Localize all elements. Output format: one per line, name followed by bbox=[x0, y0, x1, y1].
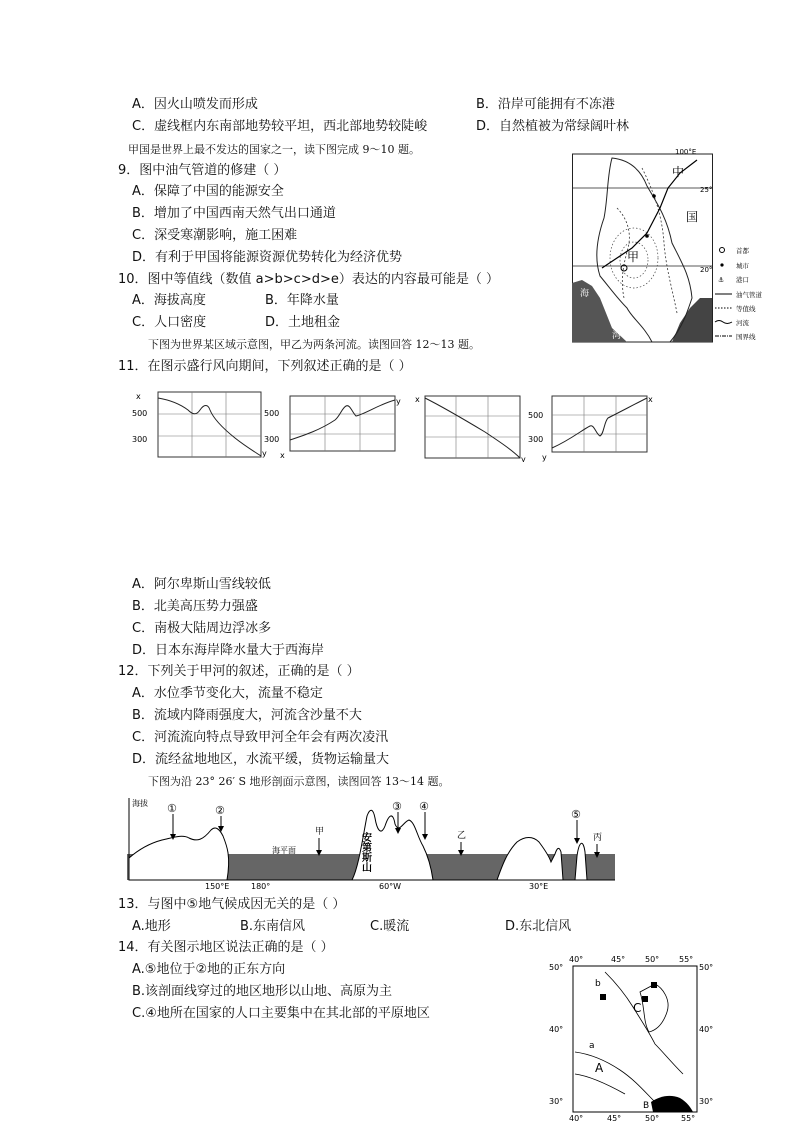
label-yi-river bbox=[457, 830, 466, 856]
lon-60w: 60°W bbox=[379, 882, 402, 891]
svg-text:油气管道: 油气管道 bbox=[736, 291, 762, 299]
svg-text:y: y bbox=[396, 397, 401, 406]
q14-stem: 14．有关图示地区说法正确的是（ ） bbox=[118, 940, 334, 955]
q13-stem: 13．与图中⑤地气候成因无关的是（ ） bbox=[118, 897, 346, 912]
svg-text:50°: 50° bbox=[645, 955, 660, 964]
q11-option-c: C．南极大陆周边浮冰多 bbox=[132, 621, 272, 636]
intro-13-14: 下图为沿 23° 26′ S 地形剖面示意图，读图回答 13～14 题。 bbox=[148, 775, 450, 788]
q9-option-a: A．保障了中国的能源安全 bbox=[132, 184, 284, 199]
svg-text:丙: 丙 bbox=[593, 833, 603, 843]
svg-text:④: ④ bbox=[419, 800, 429, 813]
profile-chart-4 bbox=[528, 395, 653, 462]
q11-option-d: D．日本东海岸降水量大于西海岸 bbox=[132, 643, 325, 658]
profile-charts bbox=[130, 390, 655, 462]
lon-180: 180° bbox=[251, 882, 271, 891]
q8-option-a: A．因火山喷发而形成 bbox=[132, 97, 258, 112]
svg-text:⑤: ⑤ bbox=[571, 808, 581, 821]
label-jia: 甲 bbox=[627, 250, 640, 264]
lat-25-label: 25° bbox=[700, 186, 713, 194]
lat-20-label: 20° bbox=[700, 266, 713, 274]
label-A: A bbox=[595, 1061, 604, 1075]
q13-option-c: C.暖流 bbox=[370, 919, 410, 934]
svg-text:国界线: 国界线 bbox=[736, 333, 756, 341]
q8-option-b: B．沿岸可能拥有不冻港 bbox=[476, 97, 615, 112]
svg-text:40°: 40° bbox=[699, 1025, 714, 1034]
land-australia bbox=[129, 828, 229, 880]
label-sea: 海 bbox=[580, 289, 590, 299]
label-andes: 安第斯山 bbox=[359, 832, 371, 872]
svg-text:30°: 30° bbox=[549, 1097, 564, 1106]
q12-stem: 12．下列关于甲河的叙述，正确的是（ ） bbox=[118, 664, 360, 679]
label-zhong: 中 bbox=[672, 165, 685, 179]
svg-text:40°: 40° bbox=[569, 1114, 584, 1123]
svg-text:45°: 45° bbox=[607, 1114, 622, 1123]
q11-stem: 11．在图示盛行风向期间，下列叙述正确的是（ ） bbox=[118, 359, 412, 374]
q14-option-b: B.该剖面线穿过的地区地形以山地、高原为主 bbox=[132, 984, 393, 999]
map-legend bbox=[715, 246, 762, 341]
terrain-section-figure bbox=[127, 796, 617, 892]
land-africa bbox=[497, 838, 563, 881]
q14-option-a: A.⑤地位于②地的正东方向 bbox=[132, 962, 286, 977]
svg-text:300: 300 bbox=[528, 435, 544, 444]
svg-text:⚓: ⚓ bbox=[718, 276, 725, 284]
q11-option-a: A．阿尔卑斯山雪线较低 bbox=[132, 577, 271, 592]
svg-text:50°: 50° bbox=[549, 963, 564, 972]
svg-text:甲: 甲 bbox=[315, 827, 325, 837]
land-madagascar bbox=[575, 843, 587, 880]
q8-option-d: D．自然植被为常绿阔叶林 bbox=[476, 119, 630, 134]
label-B: B bbox=[643, 1101, 650, 1111]
lon-150e: 150°E bbox=[205, 882, 230, 891]
q13-option-d: D.东北信风 bbox=[505, 919, 572, 934]
svg-text:等值线: 等值线 bbox=[736, 305, 756, 313]
q10-option-a: A．海拔高度 bbox=[132, 293, 206, 308]
profile-chart-3 bbox=[415, 395, 526, 462]
country-map-figure bbox=[572, 148, 762, 343]
y-axis-label: 海拔 bbox=[132, 799, 148, 808]
label-a: a bbox=[589, 1041, 595, 1051]
svg-text:河流: 河流 bbox=[736, 319, 749, 327]
q12-option-c: C．河流流向特点导致甲河全年会有两次凌汛 bbox=[132, 730, 389, 745]
lon-30e: 30°E bbox=[529, 882, 549, 891]
marker-4 bbox=[419, 800, 429, 840]
svg-text:300: 300 bbox=[264, 435, 280, 444]
q10-stem: 10．图中等值线（数值 a>b>c>d>e）表达的内容最可能是（ ） bbox=[118, 272, 499, 287]
q12-option-b: B．流域内降雨强度大，河流含沙量不大 bbox=[132, 708, 362, 723]
region-map-figure bbox=[545, 952, 725, 1123]
svg-text:300: 300 bbox=[132, 435, 148, 444]
q9-option-b: B．增加了中国西南天然气出口通道 bbox=[132, 206, 336, 221]
svg-text:500: 500 bbox=[264, 409, 280, 418]
q9-option-d: D．有利于甲国将能源资源优势转化为经济优势 bbox=[132, 250, 403, 265]
svg-text:首都: 首都 bbox=[736, 247, 749, 255]
profile-chart-2 bbox=[264, 396, 401, 460]
svg-text:y: y bbox=[262, 449, 267, 458]
marker-5 bbox=[571, 808, 581, 844]
label-guo: 国 bbox=[686, 210, 699, 224]
svg-text:55°: 55° bbox=[681, 1114, 696, 1123]
q9-stem: 9．图中油气管道的修建（ ） bbox=[118, 163, 287, 178]
svg-text:500: 500 bbox=[132, 409, 148, 418]
q13-option-b: B.东南信风 bbox=[240, 919, 306, 934]
svg-text:40°: 40° bbox=[569, 955, 584, 964]
profile-chart-1 bbox=[132, 392, 267, 458]
q9-option-c: C．深受寒潮影响，施工困难 bbox=[132, 228, 298, 243]
svg-text:港口: 港口 bbox=[736, 276, 749, 284]
label-C: C bbox=[633, 1001, 642, 1015]
q12-option-d: D．流经盆地地区，水流平缓，货物运输量大 bbox=[132, 752, 390, 767]
svg-text:x: x bbox=[415, 395, 420, 404]
q12-option-a: A．水位季节变化大，流量不稳定 bbox=[132, 686, 323, 701]
svg-text:55°: 55° bbox=[679, 955, 694, 964]
svg-text:x: x bbox=[280, 451, 285, 460]
svg-text:45°: 45° bbox=[611, 955, 626, 964]
q10-option-d: D．土地租金 bbox=[265, 315, 341, 330]
svg-text:x: x bbox=[648, 395, 653, 404]
intro-9-10: 甲国是世界上最不发达的国家之一，读下图完成 9～10 题。 bbox=[128, 143, 420, 156]
q13-option-a: A.地形 bbox=[132, 919, 171, 934]
svg-text:①: ① bbox=[167, 802, 177, 815]
svg-text:城市: 城市 bbox=[736, 262, 749, 270]
svg-text:30°: 30° bbox=[699, 1097, 714, 1106]
svg-text:50°: 50° bbox=[645, 1114, 660, 1123]
svg-text:②: ② bbox=[215, 804, 225, 817]
svg-text:y: y bbox=[521, 455, 526, 462]
svg-text:50°: 50° bbox=[699, 963, 714, 972]
svg-text:500: 500 bbox=[528, 411, 544, 420]
lon-label: 100°E bbox=[675, 148, 697, 156]
q8-option-c: C．虚线框内东南部地势较平坦，西北部地势较陡峻 bbox=[132, 119, 428, 134]
marker-1 bbox=[167, 802, 177, 840]
svg-text:③: ③ bbox=[392, 800, 402, 813]
q11-option-b: B．北美高压势力强盛 bbox=[132, 599, 258, 614]
svg-text:y: y bbox=[542, 453, 547, 462]
label-jia-river bbox=[315, 826, 324, 856]
label-bay: 湾 bbox=[612, 331, 622, 341]
q10-option-b: B．年降水量 bbox=[265, 293, 339, 308]
svg-text:乙: 乙 bbox=[457, 831, 467, 841]
label-b: b bbox=[595, 979, 601, 989]
intro-11-13: 下图为世界某区域示意图，甲乙为两条河流。读图回答 12～13 题。 bbox=[148, 338, 480, 351]
q14-option-c: C.④地所在国家的人口主要集中在其北部的平原地区 bbox=[132, 1006, 430, 1021]
svg-text:40°: 40° bbox=[549, 1025, 564, 1034]
q10-option-c: C．人口密度 bbox=[132, 315, 207, 330]
label-sea-level: 海平面 bbox=[272, 846, 296, 855]
svg-text:x: x bbox=[136, 392, 141, 401]
